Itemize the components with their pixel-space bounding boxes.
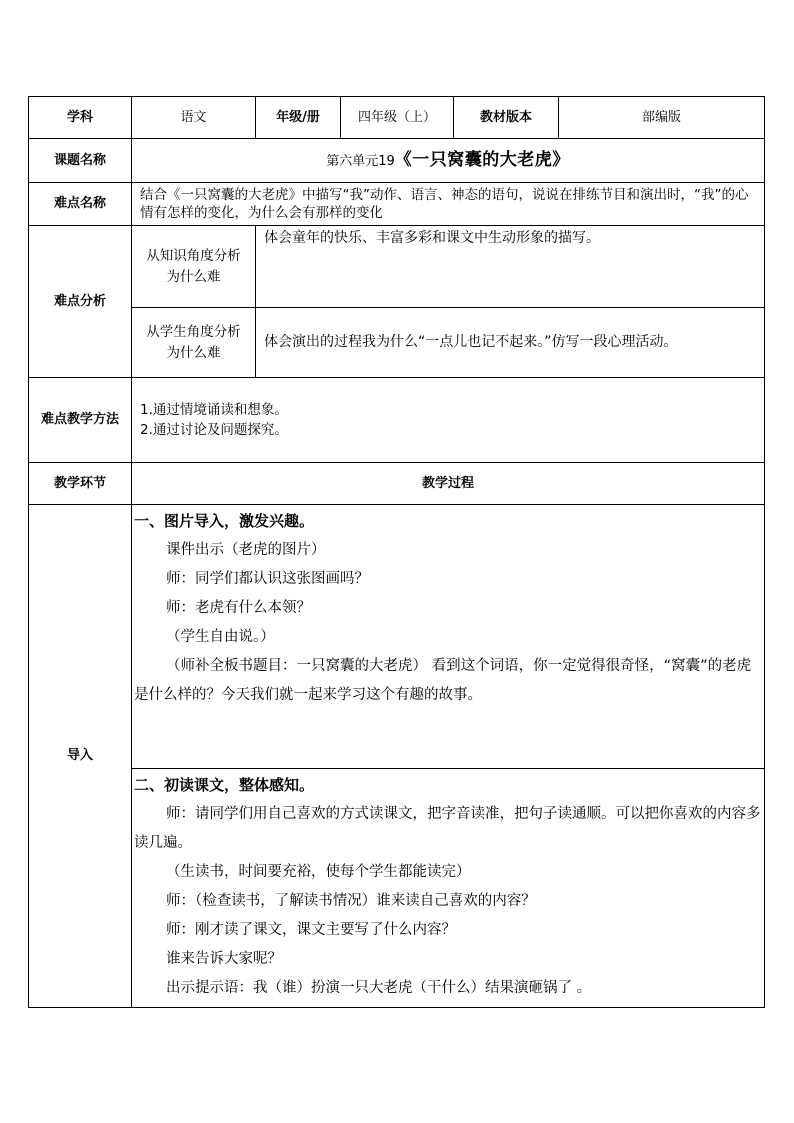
section-one-line-5: （师补全板书题目：一只窝囊的大老虎） 看到这个词语，你一定觉得很奇怪，“窝囊”的老虎是什么样的？今天我们就一起来学习这个有趣的故事。 [134,658,752,703]
section-two-line-3: 师：（检查读书，了解读书情况）谁来读自己喜欢的内容？ [166,893,536,909]
student-angle-label: 从学生角度分析为什么难 [132,308,256,378]
stage-name: 导入 [29,505,132,1008]
lesson-plan-table [28,96,765,1008]
method-label: 难点教学方法 [29,378,132,463]
section-one-line-3: 师：老虎有什么本领？ [166,600,311,616]
section-one [132,505,764,768]
section-one-line-4: （学生自由说。） [166,629,275,645]
grade-value: 四年级（上） [341,97,454,139]
student-angle-text: 体会演出的过程我为什么“一点儿也记不起来。”仿写一段心理活动。 [256,308,765,378]
analysis-student-row [29,308,765,378]
difficulty-row [29,183,765,226]
section-two-heading: 二、初读课文，整体感知。 [134,776,315,794]
grade-label: 年级/册 [256,97,341,139]
topic-label: 课题名称 [29,139,132,183]
section-one-line-1: 课件出示（老虎的图片） [166,542,326,558]
knowledge-angle-label: 从知识角度分析为什么难 [132,226,256,308]
process-column-label: 教学过程 [132,463,765,505]
topic-title-cell [132,139,765,183]
section-two-line-1: 师：请同学们用自己喜欢的方式读课文，把字音读准，把句子读通顺。可以把你喜欢的内容多读几遍。 [134,806,761,851]
intro-stage-row [29,505,765,1008]
subject-label: 学科 [29,97,132,139]
topic-row [29,139,765,183]
header-row [29,97,765,139]
section-one-heading: 一、图片导入，激发兴趣。 [134,512,315,530]
method-line-2: 2.通过讨论及问题探究。 [140,422,288,438]
analysis-knowledge-row [29,226,765,308]
method-line-1: 1.通过情境诵读和想象。 [140,402,288,418]
process-content [132,505,765,1008]
analysis-label: 难点分析 [29,226,132,378]
knowledge-angle-text: 体会童年的快乐、丰富多彩和课文中生动形象的描写。 [256,226,765,308]
subject-value: 语文 [132,97,256,139]
edition-label: 教材版本 [454,97,559,139]
difficulty-label: 难点名称 [29,183,132,226]
section-two [132,768,764,1007]
section-two-line-4: 师：刚才读了课文，课文主要写了什么内容？谁来告诉大家呢？ [166,922,456,967]
unit-number: 第六单元19 [326,154,395,170]
edition-value: 部编版 [559,97,765,139]
lesson-title: 《一只窝囊的大老虎》 [394,150,570,171]
section-two-line-5: 出示提示语：我（谁）扮演一只大老虎（干什么）结果演砸锅了 。 [166,980,592,996]
difficulty-text: 结合《一只窝囊的大老虎》中描写“我”动作、语言、神态的语句，说说在排练节目和演出时，“我”的心情有怎样的变化，为什么会有那样的变化 [132,183,765,226]
section-two-line-2: （生读书，时间要充裕，使每个学生都能读完） [166,864,471,880]
section-one-line-2: 师：同学们都认识这张图画吗？ [166,571,369,587]
stage-column-label: 教学环节 [29,463,132,505]
method-cell [132,378,765,463]
method-row [29,378,765,463]
process-header-row [29,463,765,505]
